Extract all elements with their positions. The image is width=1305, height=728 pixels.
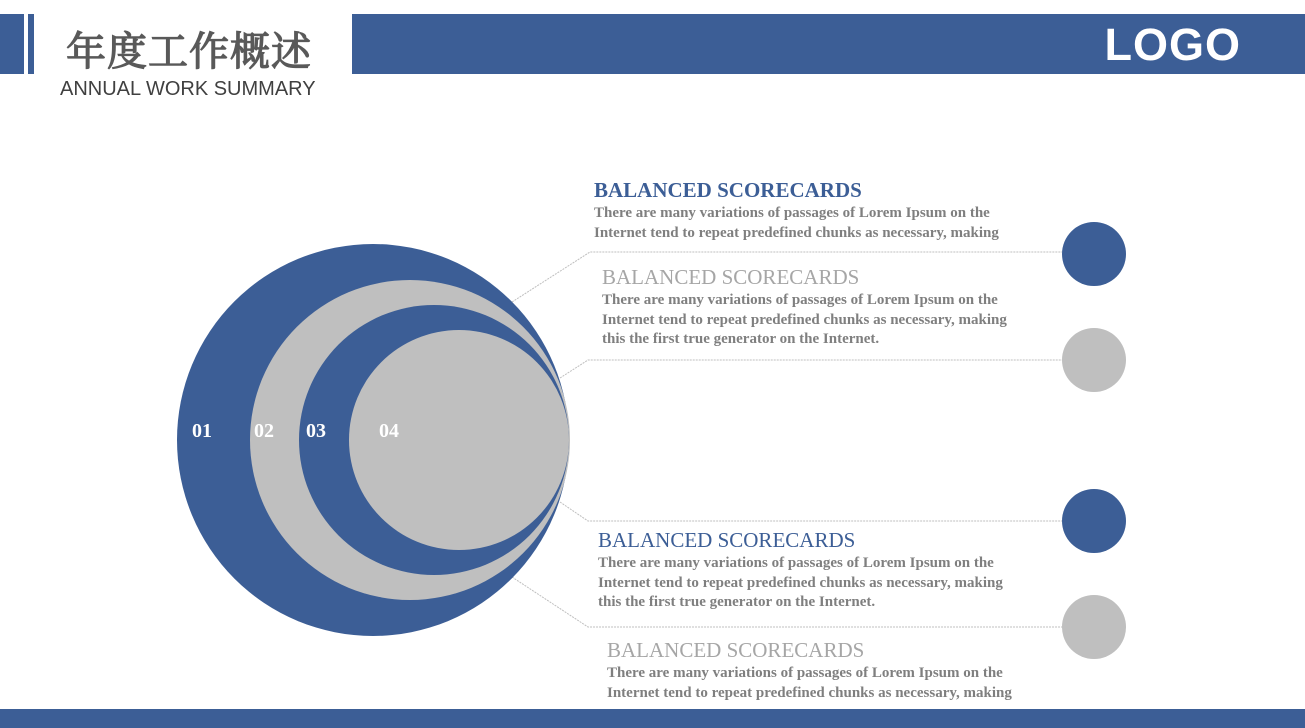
item-heading: BALANCED SCORECARDS: [602, 265, 860, 289]
footer-bar: [0, 709, 1305, 728]
page-title: 年度工作概述: [66, 29, 312, 75]
item-line: Internet tend to repeat predefined chunks as necessary, making: [594, 224, 999, 241]
item-line: this the first true generator on the Internet.: [602, 331, 880, 347]
item-line: Internet tend to repeat predefined chunks as necessary, making: [607, 684, 1012, 701]
logo: LOGO: [1104, 19, 1241, 70]
marker-dot-2: [1062, 328, 1126, 392]
list-item: [607, 638, 1062, 703]
item-description: [607, 664, 1062, 703]
item-description: [594, 204, 1039, 243]
item-line: There are many variations of passages of Lorem Ipsum on the: [607, 665, 1003, 681]
item-heading: BALANCED SCORECARDS: [607, 638, 865, 662]
marker-dot-3: [1062, 489, 1126, 553]
page-subtitle: ANNUAL WORK SUMMARY: [60, 78, 316, 100]
item-description: [598, 554, 1053, 613]
item-line: There are many variations of passages of Lorem Ipsum on the: [602, 292, 998, 308]
marker-dot-4: [1062, 595, 1126, 659]
item-heading: BALANCED SCORECARDS: [594, 178, 862, 202]
ring-label-02: 02: [254, 420, 274, 442]
item-line: this the first true generator on the Internet.: [598, 594, 876, 610]
ring-label-01: 01: [192, 420, 212, 442]
list-item: [602, 265, 1047, 350]
item-line: Internet tend to repeat predefined chunks as necessary, making: [598, 574, 1003, 591]
item-heading: BALANCED SCORECARDS: [598, 528, 856, 552]
ring-label-04: 04: [379, 420, 399, 442]
list-item: [598, 528, 1053, 613]
ring-label-03: 03: [306, 420, 326, 442]
list-item: [594, 178, 1039, 243]
connector-line-2: [560, 360, 1062, 378]
marker-dot-1: [1062, 222, 1126, 286]
connector-line-3: [560, 502, 1062, 521]
item-line: There are many variations of passages of Lorem Ipsum on the: [598, 555, 994, 571]
item-description: [602, 291, 1047, 350]
item-line: There are many variations of passages of Lorem Ipsum on the: [594, 205, 990, 221]
item-line: Internet tend to repeat predefined chunks as necessary, making: [602, 311, 1007, 328]
